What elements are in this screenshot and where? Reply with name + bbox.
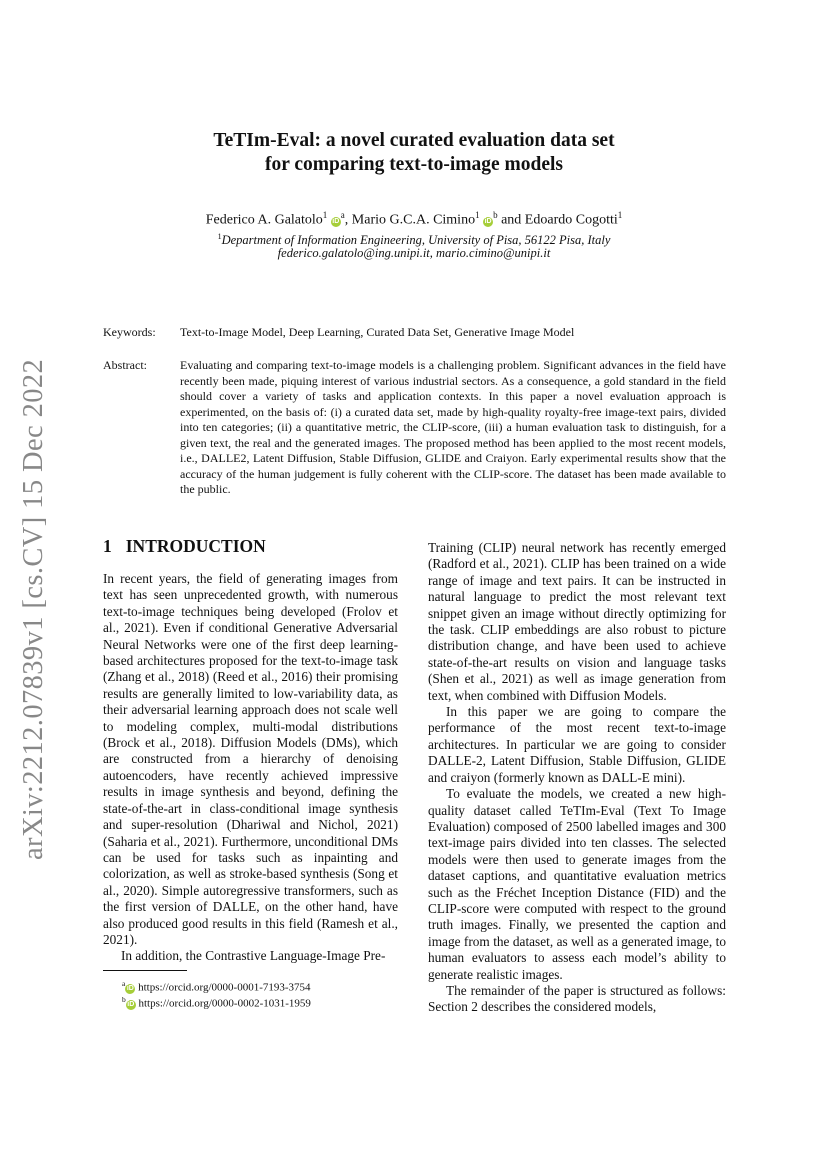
orcid-icon[interactable]: iD <box>484 217 492 225</box>
section-title: INTRODUCTION <box>125 536 266 556</box>
orcid-icon: iD <box>126 984 134 992</box>
keywords-text: Text-to-Image Model, Deep Learning, Curated Data Set, Generative Image Model <box>180 325 575 339</box>
paragraph: In addition, the Contrastive Language-Image Pre- <box>121 948 386 964</box>
paragraph: In this paper we are going to compare the performance of the most recent text-to-image architectures. In particular we are going to consider DALLE-2, Latent Diffusion, Stable Diffusion, GLIDE and craiyon (formerly known as DALL-E mini). <box>428 704 726 785</box>
author-separator: and <box>497 212 525 228</box>
orcid-icon: iD <box>127 1000 135 1008</box>
affiliation-mark: 1 <box>217 232 222 241</box>
affiliation-mark: 1 <box>617 210 623 220</box>
author-separator: , <box>344 212 352 228</box>
paragraph: In recent years, the field of generating images from text has seen unprecedented growth, with numerous text-to-image techniques being developed (Frolov et al., 2021). Even if conditional Generative Adversarial Neural Networks were one of the first deep learning-based architectures proposed for the text-to-image task (Zhang et al., 2018) (Reed et al., 2016) their promising results are generally limited to low-variability data, as their adversarial learning approach does not scale well to modeling complex, multi-modal distributions (Brock et al., 2018). Diffusion Models (DMs), which are constructed from a hierarchy of denoising autoencoders, have recently achieved impressive results in image synthesis and beyond, defining the state-of-the-art in class-conditional image synthesis and super-resolution (Dhariwal and Nichol, 2021) (Saharia et al., 2021). Furthermore, unconditional DMs can be used for tasks such as inpainting and colorization, as well as stroke-based synthesis (Song et al., 2020). Simple autoregressive transformers, such as the first version of DALLE, on the other hand, have also produced good results in this field (Ramesh et al., 2021). <box>103 571 398 947</box>
affiliation-mark: 1 <box>322 210 328 220</box>
author-emails[interactable]: federico.galatolo@ing.unipi.it, mario.cimino@unipi.it <box>277 246 551 260</box>
section-heading <box>103 535 266 557</box>
paper-title-line-1: TeTIm-Eval: a novel curated evaluation data set <box>213 130 615 151</box>
affiliation-text: Department of Information Engineering, University of Pisa, 56122 Pisa, Italy <box>221 233 611 248</box>
footnote <box>122 977 311 995</box>
orcid-mark: b <box>493 210 498 220</box>
footnote <box>122 993 311 1011</box>
affiliation-mark: 1 <box>475 210 480 220</box>
arxiv-identifier: arXiv:2212.07839v1 [cs.CV] 15 Dec 2022 <box>18 358 49 860</box>
footnote-link[interactable]: https://orcid.org/0000-0001-7193-3754 <box>138 981 311 994</box>
author-name: Mario G.C.A. Cimino <box>351 212 476 228</box>
footnote-mark: a <box>122 979 126 988</box>
abstract-text: Evaluating and comparing text-to-image models is a challenging problem. Significant advances in the field have recently been made, piquing interest of various industrial sectors. As a consequence, a gold standard in the field should cover a variety of tasks and application contexts. In this paper a novel evaluation approach is experimented, on the basis of: (i) a curated data set, made by high-quality royalty-free image-text pairs, divided into ten categories; (ii) a quantitative metric, the CLIP-score, (iii) a human evaluation task to distinguish, for a given text, the real and the generated images. The proposed method has been applied to the most recent models, i.e., DALLE2, Latent Diffusion, Stable Diffusion, GLIDE and Craiyon. Early experimental results show that the accuracy of the human judgement is fully coherent with the CLIP-score. The dataset has been made available to the public. <box>180 358 726 496</box>
body-column-right <box>428 540 726 1016</box>
abstract-label: Abstract: <box>103 358 147 372</box>
footnote-mark: b <box>122 995 126 1004</box>
footnote-link[interactable]: https://orcid.org/0000-0002-1031-1959 <box>138 997 311 1010</box>
orcid-mark: a <box>340 210 345 220</box>
keywords-label: Keywords: <box>103 325 156 339</box>
orcid-icon[interactable]: iD <box>332 217 340 225</box>
body-column-left <box>103 571 398 965</box>
paragraph: Training (CLIP) neural network has recently emerged (Radford et al., 2021). CLIP has been trained on a wide range of image and text pairs. It can be instructed in natural language to predict the most relevant text snippet given an image without directly optimizing for the task. CLIP embeddings are also robust to picture distribution change, and have been used to achieve state-of-the-art results on vision and language tasks (Shen et al., 2021) as well as image generation from text, when combined with Diffusion Models. <box>428 540 726 703</box>
author-list <box>100 206 728 230</box>
author-name: Edoardo Cogotti <box>524 212 618 228</box>
section-number: 1 <box>103 536 112 556</box>
paragraph: The remainder of the paper is structured as follows: Section 2 describes the considered models, <box>428 982 726 1015</box>
author-name: Federico A. Galatolo <box>205 212 323 228</box>
paragraph: To evaluate the models, we created a new high-quality dataset called TeTIm-Eval (Text To Image Evaluation) composed of 2500 labelled images and 300 text-image pairs divided into ten classes. The selected models were then used to generate images from the dataset captions, and quantitative evaluation metrics such as the Fréchet Inception Distance (FID) and the CLIP-score were computed with respect to the ground truth images. Finally, we presented the caption and image from the dataset, as well as a generated image, to human evaluators to assess each model’s ability to generate realistic images. <box>428 786 726 982</box>
footnote-divider <box>103 970 187 971</box>
paper-title-line-2: for comparing text-to-image models <box>264 154 564 175</box>
